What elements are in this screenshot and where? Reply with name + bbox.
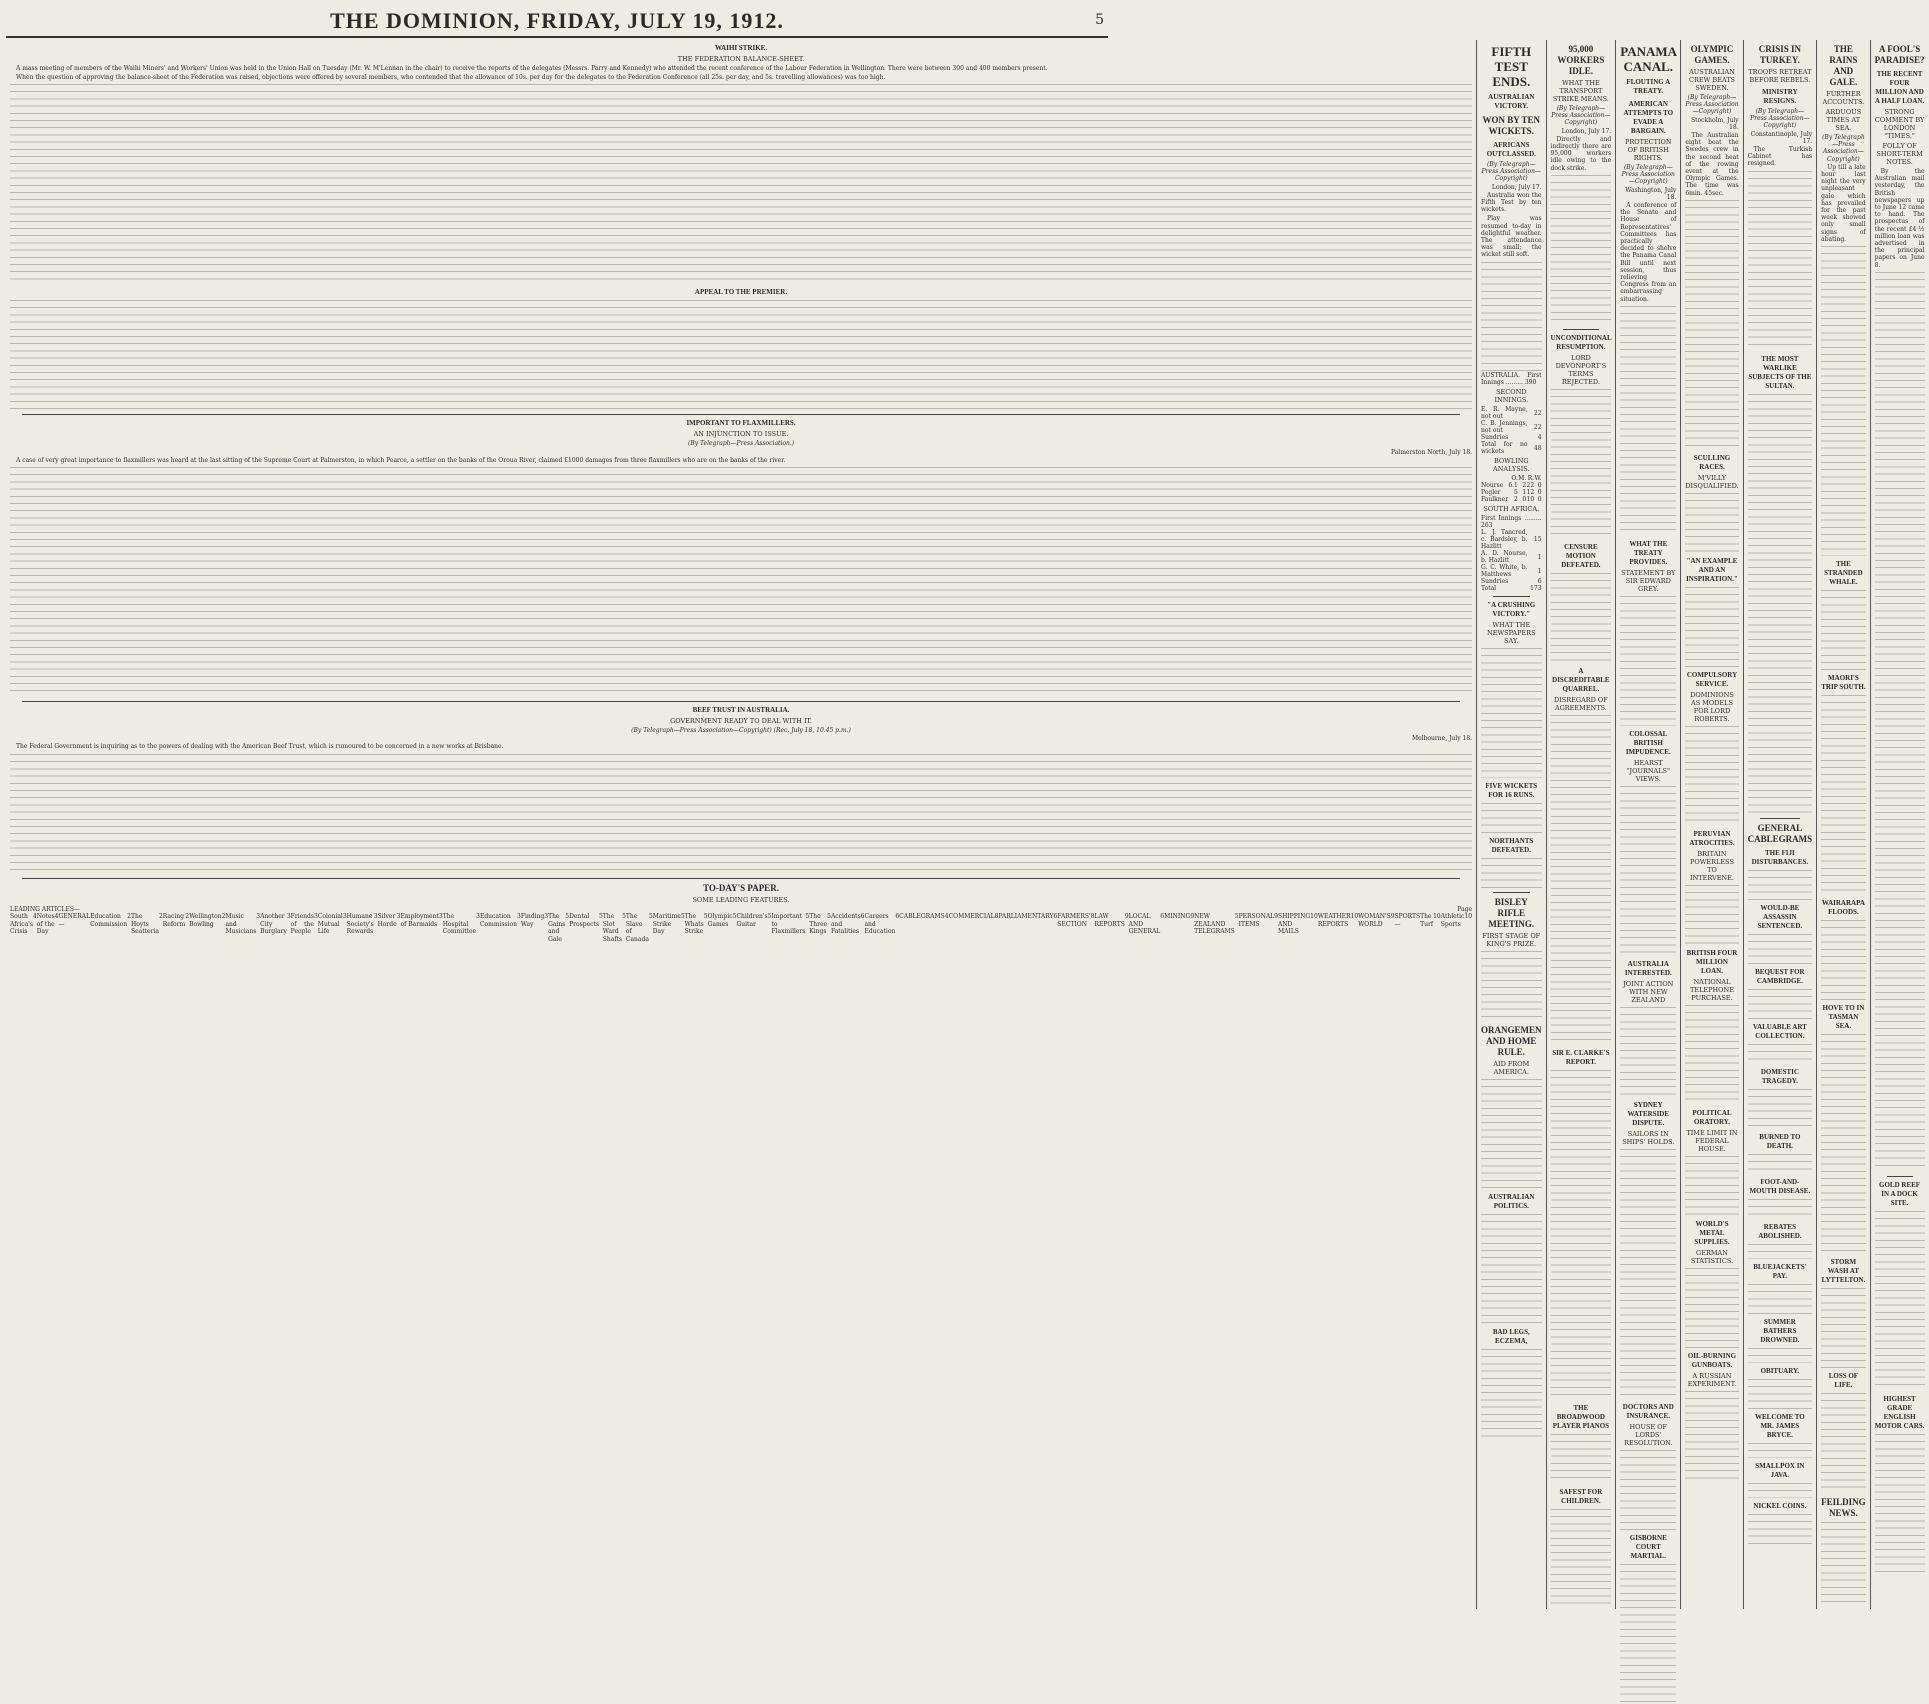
text-block [1875,1434,1925,1574]
score-row: Total for no wickets 48 [1481,441,1542,456]
headline-politics: AUSTRALIAN POLITICS. [1488,1193,1535,1211]
index-item: MINING 9 [1164,913,1195,921]
subhead-waihi: THE FEDERATION BALANCE-SHEET. [677,55,805,63]
text-block [10,84,1472,284]
index-list [10,913,1472,943]
headline-orangemen: ORANGEMEN AND HOME RULE. [1481,1025,1542,1058]
subhead-ten-wickets: WON BY TEN WICKETS. [1482,115,1541,136]
headline-nickel: NICKEL COINS. [1753,1501,1807,1510]
text-block [1620,1450,1676,1530]
text-block [1821,1522,1866,1602]
headline-bequest: BEQUEST FOR CAMBRIDGE. [1755,967,1805,985]
score-row: C. B. Jennings, not out 22 [1481,420,1542,435]
headline-example: "AN EXAMPLE AND AN INSPIRATION." [1686,556,1738,583]
text-block [1748,1443,1813,1458]
sa-first-innings: First Innings ......... 263 [1481,515,1542,530]
index-item: PERSONAL ITEMS 9 [1238,913,1278,928]
index-item: WEATHER REPORTS 10 [1317,913,1359,928]
dateline: Palmerston North, July 18. [1390,448,1473,456]
subhead-america: AID FROM AMERICA. [1493,1060,1530,1077]
text-block [1875,272,1925,1172]
newspaper-title: THE DOMINION, FRIDAY, JULY 19, 1912. [330,8,784,33]
headline-beef: BEEF TRUST IN AUSTRALIA. [692,706,790,715]
subhead-transport: WHAT THE TRANSPORT STRIKE MEANS. [1552,79,1609,103]
text-block [1821,695,1866,895]
text-block [1481,648,1542,778]
column-3 [1547,40,1617,1609]
index-item: The Gains and Gale 5 [548,913,570,943]
byline: (By Telegraph—Press Association—Copyright) [1621,164,1675,186]
headline-paradise: A FOOL'S PARADISE? [1874,44,1925,65]
text-block [1551,715,1612,1045]
headline-olympic: OLYMPIC GAMES. [1690,44,1734,65]
subhead-loan: THE RECENT FOUR MILLION AND A HALF LOAN. [1874,70,1925,105]
headline-fmd: FOOT-AND-MOUTH DISEASE. [1749,1177,1811,1195]
headline-burned: BURNED TO DEATH. [1759,1132,1801,1150]
headline-impudence: COLOSSAL BRITISH IMPUDENCE. [1625,729,1671,756]
text-block [1821,1393,1866,1493]
headline-workers-idle: 95,000 WORKERS IDLE. [1557,44,1605,76]
paragraph: By the Australian mail yesterday, the British newspapers up to June 12 came to hand. The prospectus of the recent £4 ½ million loan was advertised in the principal papers on June 8. [1874,168,1925,269]
headline-clarke-report: SIR E. CLARKE'S REPORT. [1552,1048,1610,1066]
subhead-crew: AUSTRALIAN CREW BEATS SWEDEN. [1688,68,1735,92]
index-item: SHIPPING AND MAILS 10 [1277,913,1318,936]
index-item: The Slave of Canada 5 [625,913,653,943]
byline: (By Telegraph—Press Association—Copyright) [1551,105,1611,127]
index-item: Careers and Education 6 [864,913,900,936]
subhead-victory: AUSTRALIAN VICTORY. [1488,93,1535,110]
headline-bisley: BISLEY RIFLE MEETING. [1488,897,1535,930]
headline-tragedy: DOMESTIC TRAGEDY. [1760,1067,1799,1085]
text-block [1685,1268,1738,1348]
headline-compulsory: COMPULSORY SERVICE. [1686,670,1738,688]
index-item: The Slot Ward Shafts 5 [602,913,626,943]
index-item: Friends of the People 3 [290,913,318,936]
dateline: Constantinople, July 17. [1750,130,1813,145]
subhead-telephone: NATIONAL TELEPHONE PURCHASE. [1690,977,1734,1002]
text-block [1685,885,1738,945]
headline-peruvian: PERUVIAN ATROCITIES. [1689,829,1735,847]
text-block [1821,1034,1866,1254]
headline-waihi: WAIHI STRIKE. [714,44,768,52]
text-block [1551,1070,1612,1400]
headline-crushing: "A CRUSHING VICTORY." [1487,601,1536,619]
index-item: Accidents and Fatalities 6 [830,913,865,936]
headline-censure: CENSURE MOTION DEFEATED. [1561,542,1601,569]
text-block [1551,389,1612,539]
dateline: Washington, July 18. [1625,186,1677,201]
text-block [1620,1564,1676,1704]
headline-panama: PANAMA CANAL. [1620,44,1678,74]
column-8 [1871,40,1929,1609]
headline-fifth-test: FIFTH TEST ENDS. [1491,44,1532,89]
headline-loan: BRITISH FOUR MILLION LOAN. [1686,948,1738,975]
dateline: Stockholm, July 18. [1691,116,1739,131]
headline-interested: AUSTRALIA INTERESTED. [1624,959,1672,977]
paragraph: A mass meeting of members of the Waihi Miners' and Workers' Union was held in the Union Hall on Tuesday (Mr. W. M'Lennan in the chair) to receive the reports of the delegates (Messrs. Parry and Kennedy) who attended the recent conference of the Labour Federation in Wellington. There were between 300 and 400 members present. [16,65,1048,72]
paragraph: Play was resumed to-day in delightful weather. The attendance was small; the wicket still soft. [1481,215,1542,259]
text-block [1481,262,1542,372]
subhead-hearst: HEARST "JOURNALS" VIEWS. [1626,758,1670,783]
paragraph: Up till a late hour last night the very unpleasant gale which has prevailed for the past week showed only small signs of abating. [1821,163,1866,243]
text-block [1685,1156,1738,1216]
text-block [1821,246,1866,556]
headline-tasman: HOVE TO IN TASMAN SEA. [1822,1004,1865,1031]
text-block [1481,1349,1542,1439]
bowling-row: Faulkner 2 0 10 0 [1481,496,1542,504]
divider [1493,596,1530,597]
headline-rebates: REBATES ABOLISHED. [1758,1222,1802,1240]
bowling-row: Nourse 6.1 2 22 0 [1481,482,1542,490]
score-row: G. C. White, b. Matthews 1 [1481,564,1542,579]
headline-welcome: WELCOME TO MR. JAMES BRYCE. [1755,1412,1805,1439]
subhead-devonport: LORD DEVONPORT'S TERMS REJECTED. [1555,353,1607,386]
dateline: London, July 17. [1491,183,1542,191]
headline-quarrel: A DISCREDITABLE QUARREL. [1552,666,1610,693]
index-item: South Africa's Crisis 4 [10,913,37,936]
score-row: Sundries 4 [1481,434,1542,442]
text-block [10,300,1472,410]
subhead-british-rights: PROTECTION OF BRITISH RIGHTS. [1624,138,1672,162]
headline-safest: SAFEST FOR CHILDREN. [1559,1487,1603,1505]
bowling-row: O. M. R. W. [1511,475,1542,483]
text-block [10,754,1472,874]
second-innings-head: SECOND INNINGS. [1494,388,1529,405]
index-item: LAW REPORTS 9 [1094,913,1129,928]
score-row: A. D. Nourse, b. Hazlitt 1 [1481,550,1542,565]
text-block [1748,1089,1813,1129]
headline-northants: NORTHANTS DEFEATED. [1489,837,1534,855]
text-block [1821,1288,1866,1368]
headline-gale: THE RAINS AND GALE. [1829,44,1858,87]
subhead-lords: HOUSE OF LORDS' RESOLUTION. [1624,1422,1673,1447]
subhead-agreements: DISREGARD OF AGREEMENTS. [1554,695,1608,712]
text-block [1551,1509,1612,1609]
column-1 [6,40,1477,1609]
headline-assassin: WOULD-BE ASSASSIN SENTENCED. [1757,903,1803,930]
index-item: PARLIAMENTARY 6 [998,913,1058,921]
index-item: The Three Kings 5 [809,913,831,936]
headline-treaty: WHAT THE TREATY PROVIDES. [1629,539,1668,566]
text-block [1685,1391,1738,1481]
headline-smallpox: SMALLPOX IN JAVA. [1755,1461,1805,1479]
headline-loss-of-life: LOSS OF LIFE. [1828,1372,1859,1390]
index-item: Dental Prospects 5 [569,913,603,928]
paragraph: The Australian eight beat the Swedes crew in the second heat of the rowing event at the Olympic Games. The time was 6min. 45sec. [1685,132,1739,197]
paragraph: The Federal Government is inquiring as to the powers of dealing with the American Beef Trust, which is rumoured to be concerned in a new works at Brisbane. [16,743,504,751]
subhead-joint-action: JOINT ACTION WITH NEW ZEALAND [1623,979,1674,1004]
text-block [1821,590,1866,670]
headline-sultan: THE MOST WARLIKE SUBJECTS OF THE SULTAN. [1748,354,1812,390]
index-item: Finding Way 3 [520,913,549,928]
index-item: Music and Musicians 3 [225,913,261,936]
text-block [1620,306,1676,536]
subhead-arduous: ARDUOUS TIMES AT SEA. [1825,108,1862,132]
headline-wairarapa: WAIRARAPA FLOODS. [1821,899,1865,917]
text-block [1685,200,1738,450]
headline-waterside: SYDNEY WATERSIDE DISPUTE. [1627,1100,1670,1127]
headline-gisborne: GISBORNE COURT MARTIAL. [1629,1533,1667,1560]
headline-storm: STORM WASH AT LYTTELTON. [1821,1258,1866,1285]
text-block [1748,394,1813,814]
subhead-flaxmillers: AN INJUNCTION TO ISSUE. [693,430,789,439]
score-row: L. J. Tancred, c. Bardsley, b. Hazlitt 15 [1481,529,1542,551]
text-block [1481,1079,1542,1189]
paragraph: A case of very great importance to flaxmillers was heard at the last sitting of the Supreme Court at Palmerston, in which Pearce, a settler on the banks of the Oroua River, claimed £1000 damages from three flaxmillers who are on the banks of the river. [16,456,786,464]
divider [1760,818,1801,819]
headline-bad-legs: BAD LEGS, ECZEMA, [1492,1328,1530,1346]
south-africa-head: SOUTH AFRICA. [1483,505,1540,514]
index-item: Humane Society's Rewards 3 [346,913,378,936]
column-6 [1744,40,1818,1609]
headline-whale: THE STRANDED WHALE. [1824,560,1863,587]
headline-pay: BLUEJACKETS' PAY. [1753,1262,1807,1280]
scorecard-south-africa [1481,529,1542,592]
index-item: Another City Burglary 3 [260,913,291,936]
index-item: COMMERCIAL 8 [948,913,999,921]
headline-cablegrams: GENERAL CABLEGRAMS [1747,822,1813,844]
text-block [10,467,1472,697]
page-number: 5 [1095,12,1104,28]
text-block [1551,1434,1612,1484]
headline-unconditional: UNCONDITIONAL RESUMPTION. [1550,333,1612,351]
first-innings-total: AUSTRALIA. First Innings ......... 390 [1481,371,1542,386]
paragraph: Directly and indirectly there are 95,000 workers idle owing to the dock strike. [1550,135,1612,172]
index-item: Wellington Bowling 2 [189,913,226,928]
text-block [1685,1005,1738,1105]
byline: (By Telegraph—Press Association—Copyright) [1750,108,1810,130]
bowling-head: BOWLING ANALYSIS. [1493,457,1530,474]
index-item: The Hospital Committee 3 [442,913,480,936]
headline-doctors: DOCTORS AND INSURANCE. [1622,1402,1674,1420]
headline-fiji: THE FIJI DISTURBANCES. [1751,848,1809,866]
byline: (By Telegraph—Press Association.) [687,440,795,448]
subhead-folly: FOLLY OF SHORT-TERM NOTES. [1876,142,1923,166]
headline-sculling: SCULLING RACES. [1693,453,1731,471]
index-item: Education Commission 3 [479,913,521,928]
headline-flaxmillers: IMPORTANT TO FLAXMILLERS. [686,419,796,428]
text-block [1748,1044,1813,1064]
text-block [1748,1514,1813,1544]
text-block [1748,1284,1813,1314]
index-item: The Whats Strike 5 [684,913,708,936]
subhead-powerless: BRITAIN POWERLESS TO INTERVENE. [1690,849,1734,882]
text-block [1748,1244,1813,1259]
index-item: GENERAL— [58,913,91,928]
subhead-sailors: SAILORS IN SHIPS' HOLDS. [1622,1129,1675,1146]
subhead-troops: TROOPS RETREAT BEFORE REBELS. [1748,68,1812,84]
byline: (By Telegraph—Press Association—Copyright) [1822,134,1865,163]
subhead-russian: A RUSSIAN EXPERIMENT. [1687,1371,1737,1388]
headline-drowned: SUMMER BATHERS DROWNED. [1760,1317,1800,1344]
subhead-features: SOME LEADING FEATURES. [692,895,790,904]
headline-todays-paper: TO-DAY'S PAPER. [703,882,779,893]
score-row: Sundries 6 [1481,578,1542,586]
index-item: The Hoyts Seatteria 2 [130,913,163,936]
index-item: Racing Reform 2 [162,913,190,928]
text-block [1620,1149,1676,1399]
article-waihi-body [10,65,1472,81]
index-item: Colonial Mutual Life 3 [317,913,347,936]
headline-gold-reef: GOLD REEF IN A DOCK SITE. [1879,1180,1921,1207]
headline-gunboats: OIL-BURNING GUNBOATS. [1687,1351,1737,1369]
headline-appeal: APPEAL TO THE PREMIER. [694,288,788,297]
divider [1887,1176,1913,1177]
subhead-outclassed: AFRICANS OUTCLASSED. [1486,141,1536,158]
text-block [1481,858,1542,888]
index-item: SPORTS— [1394,913,1421,928]
index-item: Employment of Barmaids 3 [400,913,443,928]
paragraph: Australia won the Fifth Test by ten wickets. [1481,191,1542,214]
subhead-flouting: FLOUTING A TREATY. [1626,78,1671,95]
text-block [1481,951,1542,1021]
text-block [1748,1379,1813,1409]
headline-turkey: CRISIS IN TURKEY. [1758,44,1802,65]
text-block [1748,1199,1813,1219]
headline-motor-cars: HIGHEST GRADE ENGLISH MOTOR CARS. [1874,1394,1925,1430]
subhead-ministry: MINISTRY RESIGNS. [1762,88,1798,105]
index-item: Children's Guitar 5 [736,913,772,928]
byline: (By Telegraph—Press Association—Copyright) (Rec. July 18, 10.45 p.m.) [631,727,851,735]
index-header: LEADING ARTICLES— Page [10,905,1473,913]
dateline: Melbourne, July 18. [1411,735,1473,743]
subhead-german: GERMAN STATISTICS. [1690,1248,1734,1265]
text-block [1551,175,1612,325]
paragraph: A conference of the Senate and House of Representatives' Committees has practically decided to shelve the Panama Canal Bill until next session, thus relieving Congress from an embarrassing situation. [1620,202,1677,303]
column-2 [1477,40,1547,1609]
masthead [6,6,1108,38]
index-item: LOCAL AND GENERAL 6 [1128,913,1165,936]
text-block [1748,989,1813,1019]
column-5 [1681,40,1743,1609]
dateline: London, July 17. [1561,127,1612,135]
bowling-row: Pegler 5 1 12 0 [1481,489,1542,497]
bowling-table [1481,475,1542,503]
subhead-time-limit: TIME LIMIT IN FEDERAL HOUSE. [1686,1128,1738,1153]
headline-art: VALUABLE ART COLLECTION. [1752,1022,1807,1040]
text-block [1748,934,1813,964]
column-4 [1616,40,1681,1609]
text-block [1875,1211,1925,1391]
score-row: E. R. Mayne, not out 22 [1481,406,1542,421]
text-block [1685,587,1738,667]
text-block [1685,726,1738,826]
text-block [1748,1483,1813,1498]
headline-oratory: POLITICAL ORATORY. [1692,1108,1732,1126]
index-item: Olympic Games 5 [707,913,737,928]
subhead-newspapers: WHAT THE NEWSPAPERS SAY. [1487,621,1536,646]
text-block [1748,1348,1813,1363]
subhead-evade: AMERICAN ATTEMPTS TO EVADE A BARGAIN. [1623,100,1674,135]
text-block [1620,1007,1676,1097]
index-item: WOMAN'S WORLD 9 [1358,913,1395,928]
index-item: NEW ZEALAND TELEGRAMS 5 [1194,913,1239,936]
headline-metal: WORLD'S METAL SUPPLIES. [1694,1219,1730,1246]
divider [22,878,1460,879]
subhead-times: STRONG COMMENT BY LONDON "TIMES." [1874,108,1925,140]
index-item: FARMERS' SECTION 8 [1057,913,1095,928]
headline-five-wickets: FIVE WICKETS FOR 16 RUNS. [1485,782,1538,800]
divider [1493,892,1530,893]
text-block [1620,596,1676,726]
byline: (By Telegraph—Press Association—Copyright) [1481,161,1541,183]
index-item: Notes of the Day 4 [36,913,59,936]
text-block [1748,1154,1813,1174]
index-item: Education Commission 2 [90,913,131,928]
subhead-grey: STATEMENT BY SIR EDWARD GREY. [1621,568,1676,593]
index-item: Silver Horde 3 [377,913,401,928]
text-block [1685,493,1738,553]
headline-maori: MAORI'S TRIP SOUTH. [1821,674,1866,692]
text-block [1748,870,1813,900]
text-block [1551,573,1612,663]
columns [6,40,1925,1609]
divider [1563,329,1600,330]
score-row: Total 173 [1481,585,1542,593]
byline: (By Telegraph—Press Association—Copyright) [1685,94,1739,116]
divider [22,701,1460,702]
headline-broadwood: THE BROADWOOD PLAYER PIANOS [1552,1403,1610,1430]
index-item: CABLEGRAMS 4 [899,913,949,921]
scorecard-australia [1481,406,1542,455]
subhead-roberts: DOMINIONS AS MODELS FOR LORD ROBERTS. [1690,690,1734,723]
index-item: The Turf 10 [1420,913,1441,928]
text-block [1620,786,1676,956]
text-block [1481,1214,1542,1324]
paragraph: The Turkish Cabinet has resigned. [1747,146,1813,168]
headline-obituary: OBITUARY. [1760,1366,1800,1375]
subhead-further: FURTHER ACCOUNTS. [1822,90,1865,106]
text-block [1748,171,1813,351]
index-item: Maritime Strike Day 5 [652,913,685,936]
index-item: Important to Flaxmillers 5 [771,913,810,936]
column-7 [1817,40,1871,1609]
paragraph: When the question of approving the balance-sheet of the Federation was raised, objections were offered by several members, who contended that the allowance of 10s. per day for the delegates to the Federation Conference (all 25s. per day, and 5s. travelling allowances) was too high. [16,74,886,82]
index-item: Athletic Sports 10 [1440,913,1473,928]
subhead-mvilly: M'VILLY DISQUALIFIED. [1685,473,1739,490]
headline-feilding: FEILDING NEWS. [1821,1497,1866,1519]
subhead-kings-prize: FIRST STAGE OF KING'S PRIZE. [1482,932,1541,949]
divider [22,414,1460,415]
subhead-beef: GOVERNMENT READY TO DEAL WITH IT. [670,717,812,726]
text-block [1821,920,1866,1000]
text-block [1481,803,1542,833]
contents-index [10,906,1472,944]
